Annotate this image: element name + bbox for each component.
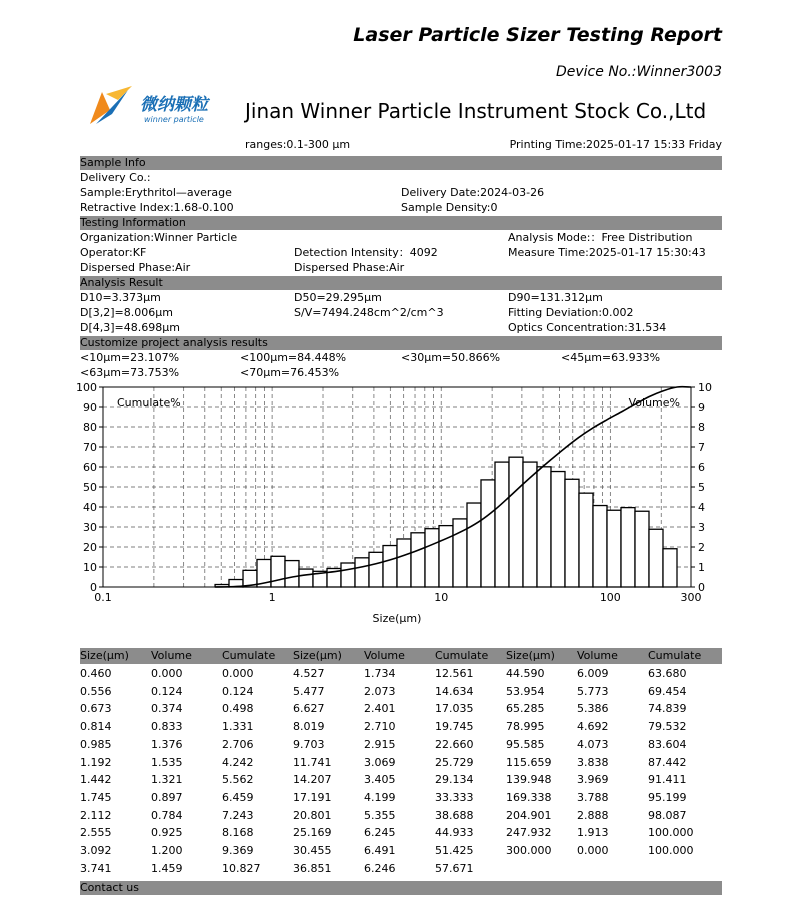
table-cell: 33.333 — [435, 790, 474, 804]
col-header: Volume — [364, 649, 405, 662]
volume-bar — [383, 546, 397, 587]
measurement-range: ranges:0.1-300 μm — [245, 138, 351, 151]
table-cell: 1.321 — [151, 773, 183, 787]
sample-info-row-3 — [80, 200, 722, 215]
table-cell: 2.073 — [364, 684, 396, 698]
organization: Organization:Winner Particle — [80, 231, 238, 244]
right-tick-label: 4 — [698, 501, 705, 514]
left-tick-label: 10 — [83, 561, 97, 574]
table-cell: 1.913 — [577, 826, 609, 840]
col-header: Cumulate — [648, 649, 702, 662]
table-cell: 22.660 — [435, 737, 474, 751]
testing-info-row-2 — [80, 245, 722, 260]
table-cell: 0.814 — [80, 720, 112, 734]
table-cell: 11.741 — [293, 755, 332, 769]
table-cell: 3.788 — [577, 790, 609, 804]
table-cell: 44.590 — [506, 667, 545, 680]
table-cell: 95.199 — [648, 790, 687, 804]
table-cell: 3.969 — [577, 773, 609, 787]
table-cell: 17.035 — [435, 702, 474, 716]
table-cell: 0.673 — [80, 702, 112, 716]
table-cell: 20.801 — [293, 808, 332, 822]
testing-info-row-1 — [80, 230, 722, 245]
table-cell: 6.459 — [222, 790, 254, 804]
table-cell: 5.386 — [577, 702, 609, 716]
table-cell: 78.995 — [506, 720, 545, 734]
custom-result-lt10: <10μm=23.107% — [80, 351, 180, 364]
particle-size-chart — [0, 378, 802, 628]
table-row — [80, 807, 722, 825]
table-cell: 65.285 — [506, 702, 545, 716]
table-cell: 98.087 — [648, 808, 687, 822]
table-cell: 12.561 — [435, 667, 474, 680]
dispersed-phase-2: Dispersed Phase:Air — [294, 261, 405, 274]
table-cell: 8.019 — [293, 720, 325, 734]
logo-text: 微纳颗粒 — [140, 95, 208, 115]
table-cell: 139.948 — [506, 773, 552, 787]
table-cell: 6.009 — [577, 667, 609, 680]
table-row — [80, 683, 722, 701]
x-tick-label: 10 — [434, 591, 449, 604]
table-cell: 1.376 — [151, 737, 183, 751]
table-cell: 1.442 — [80, 773, 112, 787]
table-cell: 0.833 — [151, 720, 183, 734]
table-cell: 0.460 — [80, 667, 112, 680]
table-cell: 204.901 — [506, 808, 552, 822]
volume-bar — [439, 526, 453, 587]
testing-info-title: Testing Information — [80, 216, 186, 229]
custom-result-lt100: <100μm=84.448% — [240, 351, 347, 364]
table-cell: 25.169 — [293, 826, 332, 840]
col-header: Cumulate — [435, 649, 489, 662]
table-row — [80, 736, 722, 754]
volume-bar — [551, 472, 565, 587]
table-cell: 63.680 — [648, 667, 687, 680]
left-tick-label: 50 — [83, 481, 97, 494]
table-cell: 3.092 — [80, 844, 112, 857]
volume-bar — [649, 529, 663, 587]
table-cell: 169.338 — [506, 790, 552, 804]
report-title: Laser Particle Sizer Testing Report — [353, 24, 722, 46]
table-cell: 14.207 — [293, 773, 332, 787]
left-tick-label: 30 — [83, 521, 97, 534]
table-cell: 100.000 — [648, 844, 694, 857]
table-cell: 0.000 — [151, 667, 183, 680]
table-cell: 44.933 — [435, 826, 474, 840]
left-tick-label: 60 — [83, 461, 97, 474]
volume-bar — [635, 511, 649, 587]
table-cell: 87.442 — [648, 755, 687, 769]
table-row — [80, 842, 722, 860]
volume-bar — [299, 569, 313, 587]
left-tick-label: 0 — [90, 581, 97, 594]
right-tick-label: 10 — [698, 381, 712, 394]
volume-bar — [425, 529, 439, 587]
right-tick-label: 3 — [698, 521, 705, 534]
table-cell: 69.454 — [648, 684, 687, 698]
volume-axis-label: Volume% — [628, 396, 680, 409]
table-cell: 0.556 — [80, 684, 112, 698]
table-row — [80, 665, 722, 683]
table-cell: 25.729 — [435, 755, 474, 769]
table-header — [80, 648, 722, 664]
left-tick-label: 40 — [83, 501, 97, 514]
table-cell: 74.839 — [648, 702, 687, 716]
table-cell: 3.069 — [364, 755, 396, 769]
volume-bar — [495, 462, 509, 587]
table-cell: 0.784 — [151, 808, 183, 822]
volume-bar — [369, 552, 383, 587]
table-cell: 95.585 — [506, 737, 545, 751]
table-cell: 1.459 — [151, 861, 183, 875]
volume-bar — [467, 503, 481, 587]
right-tick-label: 6 — [698, 461, 705, 474]
d90-value: D90=131.312μm — [508, 291, 603, 304]
table-cell: 2.706 — [222, 737, 254, 751]
logo-subtext: winner particle — [144, 115, 204, 124]
sample-info-row-2 — [80, 185, 722, 200]
volume-bar — [411, 533, 425, 587]
sample-info-title: Sample Info — [80, 156, 146, 169]
table-cell: 2.401 — [364, 702, 396, 716]
table-cell: 5.355 — [364, 808, 396, 822]
refractive-index: Retractive Index:1.68-0.100 — [80, 201, 234, 214]
right-tick-label: 1 — [698, 561, 705, 574]
table-row — [80, 789, 722, 807]
volume-bar — [607, 510, 621, 587]
custom-result-lt45: <45μm=63.933% — [561, 351, 661, 364]
volume-bar — [355, 558, 369, 587]
table-cell: 4.199 — [364, 790, 396, 804]
table-cell: 100.000 — [648, 826, 694, 840]
operator: Operator:KF — [80, 246, 147, 259]
table-cell: 19.745 — [435, 720, 474, 734]
x-tick-label: 1 — [268, 591, 276, 604]
testing-info-header — [80, 216, 722, 230]
table-cell: 36.851 — [293, 861, 332, 875]
volume-bar — [565, 479, 579, 587]
device-number: Device No.:Winner3003 — [555, 64, 722, 80]
table-cell: 8.168 — [222, 826, 254, 840]
custom-results-title: Customize project analysis results — [80, 336, 268, 349]
custom-row-1 — [80, 350, 722, 365]
volume-bar — [271, 556, 285, 587]
right-tick-label: 8 — [698, 421, 705, 434]
footer-bar — [80, 881, 722, 895]
measure-time: Measure Time:2025-01-17 15:30:43 — [508, 246, 706, 259]
volume-bar — [523, 462, 537, 587]
table-cell: 3.405 — [364, 773, 396, 787]
analysis-row-1 — [80, 290, 722, 305]
table-cell: 9.369 — [222, 844, 254, 857]
table-cell: 79.532 — [648, 720, 687, 734]
d50-value: D50=29.295μm — [294, 291, 382, 304]
testing-info-row-3 — [80, 260, 722, 275]
volume-bars — [215, 457, 677, 587]
table-cell: 30.455 — [293, 844, 332, 857]
custom-result-lt63: <63μm=73.753% — [80, 366, 180, 379]
right-tick-label: 2 — [698, 541, 705, 554]
analysis-result-header — [80, 276, 722, 290]
table-cell: 7.243 — [222, 808, 254, 822]
table-cell: 6.627 — [293, 702, 325, 716]
table-cell: 0.374 — [151, 702, 183, 716]
d10-value: D10=3.373μm — [80, 291, 161, 304]
volume-bar — [537, 467, 551, 587]
table-cell: 17.191 — [293, 790, 332, 804]
col-header: Volume — [577, 649, 618, 662]
sample-info-header — [80, 156, 722, 170]
left-tick-label: 20 — [83, 541, 97, 554]
table-cell: 0.897 — [151, 790, 183, 804]
table-row — [80, 754, 722, 772]
table-cell: 0.925 — [151, 826, 183, 840]
right-tick-label: 7 — [698, 441, 705, 454]
d43-value: D[4,3]=48.698μm — [80, 321, 180, 334]
right-tick-label: 5 — [698, 481, 705, 494]
table-cell: 0.124 — [151, 684, 183, 698]
left-tick-label: 90 — [83, 401, 97, 414]
analysis-mode: Analysis Mode:：Free Distribution — [508, 231, 693, 244]
table-cell: 4.527 — [293, 667, 325, 680]
optics-concentration: Optics Concentration:31.534 — [508, 321, 667, 334]
table-cell: 57.671 — [435, 861, 474, 875]
table-cell: 2.888 — [577, 808, 609, 822]
volume-bar — [621, 508, 635, 587]
right-tick-label: 0 — [698, 581, 705, 594]
table-row — [80, 718, 722, 736]
table-cell: 53.954 — [506, 684, 545, 698]
col-header: Volume — [151, 649, 192, 662]
table-cell: 0.000 — [577, 844, 609, 857]
table-row — [80, 824, 722, 842]
custom-result-lt30: <30μm=50.866% — [401, 351, 501, 364]
left-tick-label: 70 — [83, 441, 97, 454]
table-cell: 3.741 — [80, 861, 112, 875]
table-cell: 0.000 — [222, 667, 254, 680]
right-tick-label: 9 — [698, 401, 705, 414]
col-header: Size(μm) — [506, 649, 555, 662]
volume-bar — [509, 457, 523, 587]
delivery-company: Delivery Co.: — [80, 171, 151, 184]
fitting-deviation: Fitting Deviation:0.002 — [508, 306, 634, 319]
sample-density: Sample Density:0 — [401, 201, 498, 214]
analysis-row-3 — [80, 320, 722, 335]
table-cell: 2.555 — [80, 826, 112, 840]
table-cell: 9.703 — [293, 737, 325, 751]
table-cell: 5.773 — [577, 684, 609, 698]
table-cell: 6.491 — [364, 844, 396, 857]
custom-result-lt70: <70μm=76.453% — [240, 366, 340, 379]
table-cell: 10.827 — [222, 861, 261, 875]
table-cell: 1.200 — [151, 844, 183, 857]
sv-value: S/V=7494.248cm^2/cm^3 — [294, 306, 444, 319]
dispersed-phase: Dispersed Phase:Air — [80, 261, 191, 274]
x-axis-label: Size(μm) — [372, 612, 422, 625]
table-cell: 51.425 — [435, 844, 474, 857]
table-cell: 0.985 — [80, 737, 112, 751]
table-cell: 2.112 — [80, 808, 112, 822]
volume-bar — [341, 563, 355, 587]
left-tick-label: 80 — [83, 421, 97, 434]
table-cell: 300.000 — [506, 844, 552, 857]
x-tick-label: 300 — [680, 591, 702, 604]
volume-bar — [285, 561, 299, 587]
volume-bar — [481, 480, 495, 587]
table-cell: 4.692 — [577, 720, 609, 734]
table-cell: 1.192 — [80, 755, 112, 769]
table-cell: 5.477 — [293, 684, 325, 698]
table-row — [80, 860, 722, 878]
sample-name: Sample:Erythritol—average — [80, 186, 232, 199]
x-tick-label: 100 — [599, 591, 621, 604]
table-cell: 3.838 — [577, 755, 609, 769]
volume-bar — [579, 493, 593, 587]
table-cell: 4.242 — [222, 755, 254, 769]
table-cell: 29.134 — [435, 773, 474, 787]
d32-value: D[3,2]=8.006μm — [80, 306, 173, 319]
table-row — [80, 771, 722, 789]
table-cell: 14.634 — [435, 684, 474, 698]
col-header: Size(μm) — [80, 649, 129, 662]
printing-time: Printing Time:2025-01-17 15:33 Friday — [509, 138, 722, 151]
table-row — [80, 700, 722, 718]
delivery-date: Delivery Date:2024-03-26 — [401, 186, 545, 199]
sample-info-row-1 — [80, 170, 722, 185]
cumulate-axis-label: Cumulate% — [117, 396, 181, 409]
contact-us-link[interactable]: Contact us — [80, 881, 139, 894]
table-cell: 91.411 — [648, 773, 687, 787]
table-cell: 2.915 — [364, 737, 396, 751]
col-header: Cumulate — [222, 649, 276, 662]
analysis-row-2 — [80, 305, 722, 320]
col-header: Size(μm) — [293, 649, 342, 662]
table-cell: 6.245 — [364, 826, 396, 840]
table-cell: 115.659 — [506, 755, 552, 769]
volume-bar — [593, 506, 607, 587]
custom-results-header — [80, 336, 722, 350]
table-cell: 0.498 — [222, 702, 254, 716]
table-cell: 247.932 — [506, 826, 552, 840]
table-cell: 83.604 — [648, 737, 687, 751]
table-cell: 0.124 — [222, 684, 254, 698]
table-cell: 4.073 — [577, 737, 609, 751]
table-cell: 1.734 — [364, 667, 396, 680]
table-cell: 6.246 — [364, 861, 396, 875]
analysis-result-title: Analysis Result — [80, 276, 163, 289]
volume-bar — [397, 539, 411, 587]
table-cell: 1.745 — [80, 790, 112, 804]
x-tick-label: 0.1 — [94, 591, 112, 604]
table-cell: 38.688 — [435, 808, 474, 822]
company-name: Jinan Winner Particle Instrument Stock Co.,Ltd — [245, 99, 707, 123]
detection-intensity: Detection Intensity：4092 — [294, 246, 438, 259]
volume-bar — [663, 549, 677, 587]
table-cell: 1.535 — [151, 755, 183, 769]
table-cell: 1.331 — [222, 720, 254, 734]
table-cell: 2.710 — [364, 720, 396, 734]
left-tick-label: 100 — [76, 381, 97, 394]
company-logo — [88, 84, 238, 128]
table-cell: 5.562 — [222, 773, 254, 787]
